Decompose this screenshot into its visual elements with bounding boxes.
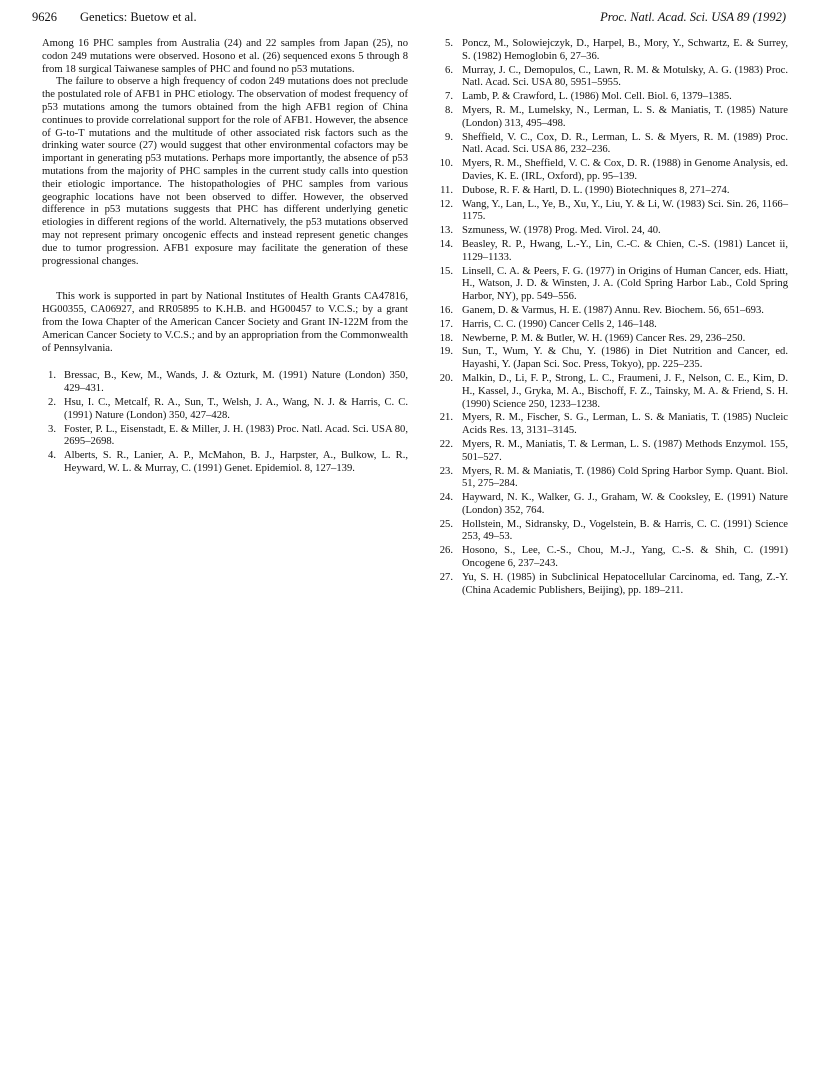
reference-text: Malkin, D., Li, F. P., Strong, L. C., Fraumeni, J. F., Nelson, C. E., Kim, D. H., Kassel, J., Gryka, M. A., Bischoff, F. Z., Tainsky, M. A. & Friend, S. H. (1990) Science 250, 1233–1238.	[462, 372, 788, 410]
reference-item	[426, 65, 788, 91]
reference-item	[426, 266, 788, 304]
reference-text: Myers, R. M., Maniatis, T. & Lerman, L. S. (1987) Methods Enzymol. 155, 501–527.	[462, 438, 788, 463]
body-paragraph-2: The failure to observe a high frequency of codon 249 mutations does not preclude the postulated role of AFB1 in PHC etiology. The observation of modest frequency of p53 mutations among the tumors obtained from the high AFB1 region of China continues to provide correlational support for the role of AFB1. However, the absence of G-to-T mutations and the multitude of other associated risk factors such as the drinking water source (27) would suggest that other environmental cofactors may be important in generating p53 mutations. Perhaps more importantly, the absence of p53 mutations from the majority of PHC samples in the current study calls into question their etiologic importance. The histopathologies of PHC samples from various geographic locations have not been observed to differ. However, the observed difference in p53 mutations suggests that PHC has different underlying genetic etiologies in different regions of the world. Alternatively, the p53 mutations observed may not represent primary oncogenic effects and instead represent genetic changes due to tumor progression. AFB1 exposure may facilitate the generation of these progressional changes.	[42, 76, 408, 267]
reference-number: 15.	[439, 265, 453, 277]
reference-item	[42, 370, 408, 396]
reference-text: Sheffield, V. C., Cox, D. R., Lerman, L. S. & Myers, R. M. (1989) Proc. Natl. Acad. Sci. USA 86, 232–236.	[462, 131, 788, 156]
reference-item	[426, 492, 788, 518]
left-column	[42, 38, 408, 477]
reference-number: 25.	[439, 518, 453, 530]
reference-item	[426, 319, 788, 332]
reference-number: 12.	[439, 198, 453, 210]
body-paragraph-1: Among 16 PHC samples from Australia (24) and 22 samples from Japan (25), no codon 249 mutations were observed. Hosono et al. (26) sequenced exons 5 through 8 from 18 surgical Taiwanese samples of PHC and found no p53 mutations.	[42, 38, 408, 75]
reference-number: 6.	[445, 64, 453, 76]
reference-item	[426, 105, 788, 131]
reference-item	[426, 333, 788, 346]
reference-item	[426, 346, 788, 372]
reference-text: Dubose, R. F. & Hartl, D. L. (1990) Biotechniques 8, 271–274.	[462, 184, 730, 196]
reference-item	[426, 545, 788, 571]
reference-number: 17.	[439, 318, 453, 330]
reference-text: Newberne, P. M. & Butler, W. H. (1969) Cancer Res. 29, 236–250.	[462, 332, 746, 344]
reference-number: 24.	[439, 492, 453, 504]
page-header	[32, 8, 786, 30]
reference-number: 23.	[439, 465, 453, 477]
page-number: 9626	[32, 10, 57, 24]
reference-item	[42, 450, 408, 476]
reference-item	[42, 397, 408, 423]
acknowledgment: This work is supported in part by National Institutes of Health Grants CA47816, HG00355, CA06927, and RR05895 to K.H.B. and HG00457 to V.C.S.; by a grant from the Iowa Chapter of the American Cancer Society and Grant IN-122M from the American Cancer Society to V.C.S.; and by an appropriation from the Commonwealth of Pennsylvania.	[42, 291, 408, 354]
running-head-section: Genetics: Buetow et al.	[80, 10, 197, 24]
reference-number: 20.	[439, 372, 453, 384]
reference-number: 27.	[439, 571, 453, 583]
reference-item	[426, 519, 788, 545]
reference-number: 2.	[48, 396, 56, 408]
reference-text: Hayward, N. K., Walker, G. J., Graham, W. & Cooksley, E. (1991) Nature (London) 352, 764.	[462, 492, 788, 516]
reference-text: Myers, R. M. & Maniatis, T. (1986) Cold Spring Harbor Symp. Quant. Biol. 51, 275–284.	[462, 465, 788, 490]
reference-item	[426, 439, 788, 465]
reference-list-left	[42, 370, 408, 475]
reference-item	[42, 424, 408, 450]
reference-number: 9.	[445, 131, 453, 143]
reference-number: 16.	[439, 304, 453, 316]
reference-number: 3.	[48, 423, 56, 435]
reference-number: 13.	[439, 225, 453, 237]
reference-number: 5.	[445, 38, 453, 49]
reference-text: Wang, Y., Lan, L., Ye, B., Xu, Y., Liu, Y. & Li, W. (1983) Sci. Sin. 26, 1166–1175.	[462, 198, 788, 223]
reference-item	[426, 239, 788, 265]
reference-item	[426, 132, 788, 158]
reference-item	[426, 199, 788, 225]
reference-item	[426, 38, 788, 64]
reference-text: Hsu, I. C., Metcalf, R. A., Sun, T., Welsh, J. A., Wang, N. J. & Harris, C. C. (1991) Nature (London) 350, 427–428.	[64, 396, 408, 421]
reference-text: Alberts, S. R., Lanier, A. P., McMahon, B. J., Harpster, A., Bulkow, L. R., Heyward, W. L. & Murray, C. (1991) Genet. Epidemiol. 8, 127–139.	[64, 450, 408, 474]
reference-item	[426, 225, 788, 238]
journal-citation: Proc. Natl. Acad. Sci. USA 89 (1992)	[600, 10, 786, 24]
reference-number: 19.	[439, 346, 453, 358]
reference-item	[426, 158, 788, 184]
reference-list-right	[426, 38, 788, 597]
reference-item	[426, 305, 788, 318]
reference-number: 10.	[439, 158, 453, 170]
reference-item	[426, 466, 788, 492]
reference-number: 7.	[445, 91, 453, 103]
reference-text: Sun, T., Wum, Y. & Chu, Y. (1986) in Diet Nutrition and Cancer, ed. Hayashi, Y. (Japan Sci. Soc. Press, Tokyo), pp. 225–235.	[462, 346, 788, 371]
reference-text: Hosono, S., Lee, C.-S., Chou, M.-J., Yang, C.-S. & Shih, C. (1991) Oncogene 6, 237–243.	[462, 545, 788, 570]
reference-text: Lamb, P. & Crawford, L. (1986) Mol. Cell. Biol. 6, 1379–1385.	[462, 91, 732, 103]
reference-item	[426, 91, 788, 104]
reference-text: Hollstein, M., Sidransky, D., Vogelstein, B. & Harris, C. C. (1991) Science 253, 49–53.	[462, 518, 788, 543]
reference-text: Ganem, D. & Varmus, H. E. (1987) Annu. Rev. Biochem. 56, 651–693.	[462, 304, 764, 316]
reference-item	[426, 572, 788, 598]
reference-text: Myers, R. M., Fischer, S. G., Lerman, L. S. & Maniatis, T. (1985) Nucleic Acids Res. 13, 3131–3145.	[462, 412, 788, 437]
reference-text: Yu, S. H. (1985) in Subclinical Hepatocellular Carcinoma, ed. Tang, Z.-Y. (China Academic Publishers, Beijing), pp. 189–211.	[462, 571, 788, 596]
reference-number: 18.	[439, 332, 453, 344]
reference-text: Bressac, B., Kew, M., Wands, J. & Ozturk, M. (1991) Nature (London) 350, 429–431.	[64, 370, 408, 395]
reference-number: 8.	[445, 104, 453, 116]
reference-number: 26.	[439, 545, 453, 557]
reference-text: Murray, J. C., Demopulos, C., Lawn, R. M. & Motulsky, A. G. (1983) Proc. Natl. Acad. Sci. USA 80, 5951–5955.	[462, 64, 788, 89]
reference-text: Myers, R. M., Sheffield, V. C. & Cox, D. R. (1988) in Genome Analysis, ed. Davies, K. E. (IRL, Oxford), pp. 95–139.	[462, 158, 788, 182]
reference-text: Szmuness, W. (1978) Prog. Med. Virol. 24, 40.	[462, 225, 661, 237]
reference-number: 4.	[48, 450, 56, 462]
reference-text: Poncz, M., Solowiejczyk, D., Harpel, B., Mory, Y., Schwartz, E. & Surrey, S. (1982) Hemoglobin 6, 27–36.	[462, 38, 788, 62]
reference-number: 11.	[440, 184, 453, 196]
reference-number: 1.	[48, 370, 56, 382]
reference-text: Beasley, R. P., Hwang, L.-Y., Lin, C.-C. & Chien, C.-S. (1981) Lancet ii, 1129–1133.	[462, 238, 788, 263]
reference-text: Foster, P. L., Eisenstadt, E. & Miller, J. H. (1983) Proc. Natl. Acad. Sci. USA 80, 2695–2698.	[64, 423, 408, 448]
reference-number: 14.	[439, 238, 453, 250]
reference-item	[426, 412, 788, 438]
reference-text: Linsell, C. A. & Peers, F. G. (1977) in Origins of Human Cancer, eds. Hiatt, H., Watson, J. D. & Winsten, J. A. (Cold Spring Harbor Lab., Cold Spring Harbor, NY), pp. 549–556.	[462, 265, 788, 303]
reference-number: 21.	[439, 412, 453, 424]
reference-text: Harris, C. C. (1990) Cancer Cells 2, 146–148.	[462, 318, 657, 330]
reference-item	[426, 185, 788, 198]
reference-item	[426, 373, 788, 411]
right-column	[426, 38, 788, 598]
reference-number: 22.	[439, 438, 453, 450]
reference-text: Myers, R. M., Lumelsky, N., Lerman, L. S. & Maniatis, T. (1985) Nature (London) 313, 495–498.	[462, 104, 788, 129]
